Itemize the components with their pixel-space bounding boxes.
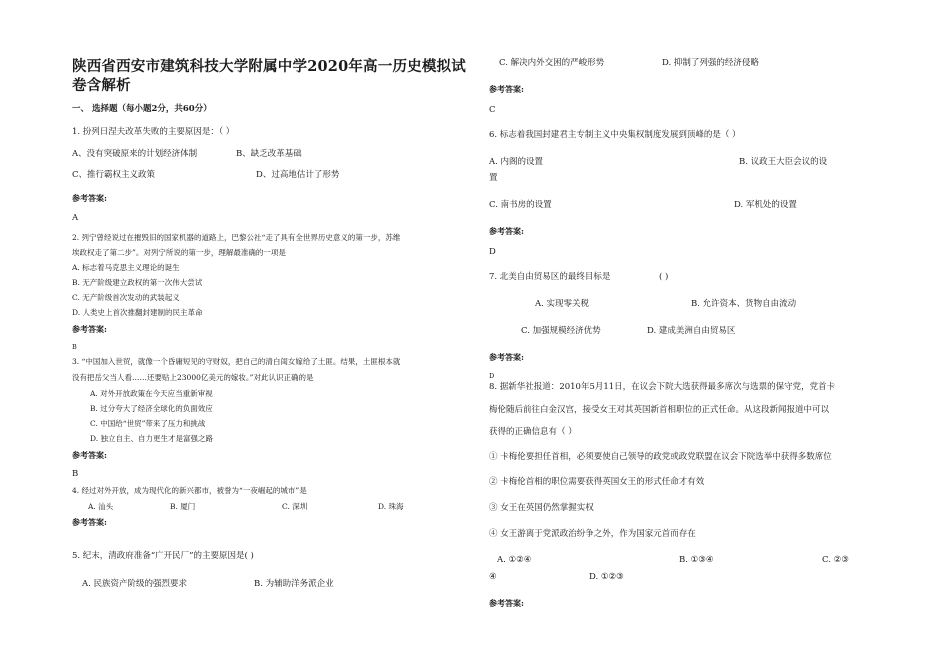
q3-answer: B xyxy=(72,469,79,479)
q2-answer: B xyxy=(72,343,77,351)
q7-option-b: B. 允许资本、货物自由流动 xyxy=(691,299,797,309)
q8-stem-cont-2: 获得的正确信息有（ ） xyxy=(489,427,577,437)
q8-statement-4: ④ 女王游离于党派政治纷争之外，作为国家元首而存在 xyxy=(489,529,696,539)
q6-answer: D xyxy=(489,247,496,257)
q1-option-a: A、没有突破原来的计划经济体制 xyxy=(72,149,198,159)
q2-answer-label: 参考答案: xyxy=(72,324,107,334)
q1-answer: A xyxy=(72,213,79,223)
q2-stem: 2. 列宁曾经说过在摧毁旧的国家机器的道路上，巴黎公社“走了具有全世界历史意义的第一步，苏维 xyxy=(72,233,401,242)
q6-option-c: C. 南书房的设置 xyxy=(489,200,552,210)
q6-option-b-cont: 置 xyxy=(489,173,498,183)
q1-option-c: C、推行霸权主义政策 xyxy=(72,170,156,180)
q5-option-a: A. 民族资产阶级的强烈要求 xyxy=(82,579,188,589)
q6-option-d: D. 军机处的设置 xyxy=(734,200,797,210)
q3-stem: 3. “中国加入世贸，就像一个昏庸短见的守财奴，把自己的清白闺女嫁给了土匪。结果，土匪根本就 xyxy=(72,357,401,366)
q7-stem: 7. 北美自由贸易区的最终目标是 xyxy=(489,272,611,282)
q6-option-a: A. 内阁的设置 xyxy=(489,157,544,167)
q8-statement-3: ③ 女王在英国仍然掌握实权 xyxy=(489,503,594,513)
q3-option-b: B. 过分夸大了经济全球化的负面效应 xyxy=(90,404,213,413)
section-heading: 一、 选择题（每小题2分，共60分） xyxy=(72,104,212,114)
q2-option-c: C. 无产阶级首次发动的武装起义 xyxy=(72,293,180,302)
page-title: 陕西省西安市建筑科技大学附属中学2020年高一历史模拟试 xyxy=(72,58,466,75)
q1-option-b: B、缺乏改革基础 xyxy=(236,149,302,159)
q4-option-c: C. 深圳 xyxy=(282,502,308,511)
q6-option-b: B. 议政王大臣会议的设 xyxy=(739,157,828,167)
q8-stem-cont-1: 梅伦随后前往白金汉宫，接受女王对其英国新首相职位的正式任命。从这段新闻报道中可以 xyxy=(489,405,830,415)
q6-stem: 6. 标志着我国封建君主专制主义中央集权制度发展到顶峰的是（ ） xyxy=(489,130,741,140)
q4-stem: 4. 经过对外开放，成为现代化的新兴都市，被誉为“一夜崛起的城市”是 xyxy=(72,486,307,495)
q5-option-d: D. 抑制了列强的经济侵略 xyxy=(662,58,759,68)
q8-option-a: A. ①②④ xyxy=(497,555,532,565)
q8-option-d: D. ①②③ xyxy=(589,572,624,582)
q7-answer: D xyxy=(489,372,495,380)
q8-statement-2: ② 卡梅伦首相的职位需要获得英国女王的形式任命才有效 xyxy=(489,477,705,487)
q4-option-b: B. 厦门 xyxy=(170,502,196,511)
q3-answer-label: 参考答案: xyxy=(72,450,107,460)
q2-stem-cont: 埃政权走了第二步”。对列宁所说的第一步，理解最准确的一项是 xyxy=(72,248,286,257)
q5-answer-label: 参考答案: xyxy=(489,84,524,94)
q1-answer-label: 参考答案: xyxy=(72,193,107,203)
q8-option-c: C. ②③ xyxy=(822,555,849,565)
q7-paren: ( ) xyxy=(659,272,669,282)
q5-answer: C xyxy=(489,105,496,115)
q2-option-b: B. 无产阶级建立政权的第一次伟大尝试 xyxy=(72,278,203,287)
q5-option-c: C. 解决内外交困的严峻形势 xyxy=(499,58,605,68)
q4-answer-label: 参考答案: xyxy=(72,517,107,527)
q6-answer-label: 参考答案: xyxy=(489,226,524,236)
page-title-cont: 卷含解析 xyxy=(72,77,131,94)
q3-option-d: D. 独立自主、自力更生才是富强之路 xyxy=(90,434,214,443)
q1-stem: 1. 扮列日涅夫改革失败的主要原因是：（ ） xyxy=(72,127,235,137)
q1-option-d: D、过高地估计了形势 xyxy=(256,170,340,180)
q8-answer-label: 参考答案: xyxy=(489,598,524,608)
q7-option-a: A. 实现零关税 xyxy=(535,299,590,309)
q5-stem: 5. 纪末，清政府准备“广开民厂”的主要原因是( ) xyxy=(72,551,254,561)
q5-option-b: B. 为辅助洋务派企业 xyxy=(254,579,334,589)
q8-option-b: B. ①③④ xyxy=(679,555,714,565)
q7-option-d: D. 建成美洲自由贸易区 xyxy=(647,326,736,336)
q2-option-d: D. 人类史上首次推翻封建制的民主革命 xyxy=(72,308,203,317)
q2-option-a: A. 标志着马克思主义理论的诞生 xyxy=(72,263,180,272)
q7-option-c: C. 加强规模经济优势 xyxy=(521,326,601,336)
q3-option-a: A. 对外开放政策在今天应当重新审视 xyxy=(90,389,213,398)
q3-stem-cont: 没有把岳父当人看……还要贴上23000亿美元的嫁妆。”对此认识正确的是 xyxy=(72,373,314,382)
q8-statement-1: ① 卡梅伦要担任首相，必须要使自己领导的政党或政党联盟在议会下院选举中获得多数席位 xyxy=(489,452,832,462)
q4-option-d: D. 珠海 xyxy=(378,502,404,511)
q8-option-c-cont: ④ xyxy=(489,572,497,582)
q8-stem: 8. 据新华社报道：2010年5月11日，在议会下院大选获得最多席次与选票的保守党，党首卡 xyxy=(489,382,836,392)
q7-answer-label: 参考答案: xyxy=(489,352,524,362)
q3-option-c: C. 中国给“世贸”带来了压力和挑战 xyxy=(90,419,206,428)
q4-option-a: A. 汕头 xyxy=(88,502,114,511)
